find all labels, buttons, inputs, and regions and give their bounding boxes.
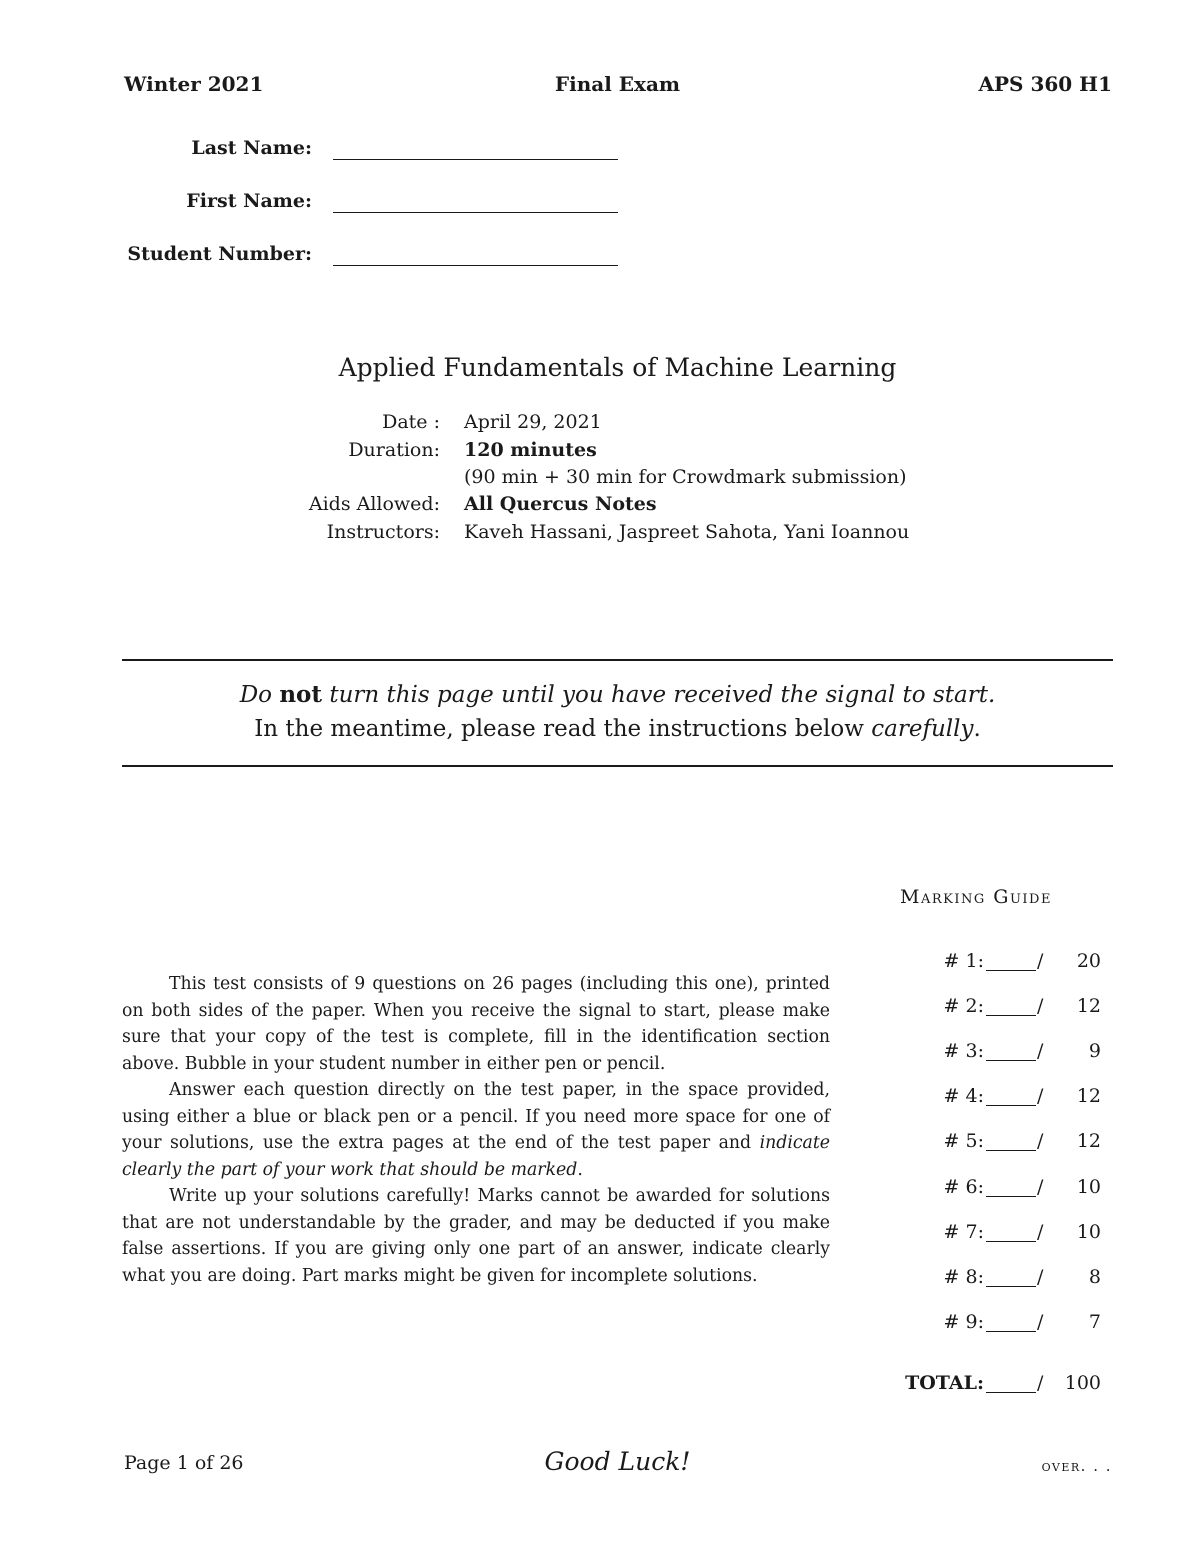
- score-slash: /: [1037, 995, 1044, 1018]
- banner-carefully: carefully: [871, 716, 974, 742]
- max-score: 10: [1076, 1175, 1101, 1198]
- max-score: 9: [1088, 1040, 1101, 1063]
- total-label: TOTAL:: [905, 1372, 984, 1394]
- footer-good-luck: Good Luck!: [544, 1447, 691, 1476]
- header-exam-type: Final Exam: [554, 72, 681, 96]
- score-slash: /: [1037, 1310, 1044, 1333]
- duration-value: 120 minutes: [464, 439, 597, 461]
- first-name-label: First Name:: [186, 190, 312, 212]
- max-score: 7: [1088, 1310, 1101, 1333]
- banner-line-2-c: .: [973, 716, 981, 742]
- date-value: April 29, 2021: [464, 411, 602, 433]
- header-course-code: APS 360 H1: [978, 72, 1112, 96]
- score-slash: /: [1037, 1175, 1044, 1198]
- total-slash: /: [1037, 1372, 1044, 1394]
- duration-note: (90 min + 30 min for Crowdmark submission): [464, 466, 907, 488]
- duration-label: Duration:: [348, 439, 440, 461]
- score-blank[interactable]: [986, 1150, 1036, 1151]
- question-label: # 6:: [943, 1175, 984, 1198]
- question-label: # 8:: [943, 1265, 984, 1288]
- marking-row-q3: [880, 1040, 1102, 1066]
- max-score: 20: [1076, 950, 1101, 972]
- marking-row-q9: [880, 1311, 1102, 1337]
- marking-row-q2: [880, 995, 1102, 1021]
- aids-label: Aids Allowed:: [308, 493, 440, 515]
- score-slash: /: [1037, 1130, 1044, 1153]
- instructions-paragraph-2: [122, 1077, 830, 1183]
- instructors-label: Instructors:: [326, 521, 440, 543]
- total-max: 100: [1064, 1372, 1101, 1394]
- max-score: 10: [1076, 1220, 1101, 1243]
- banner-line-2-a: In the meantime, please read the instructions below: [254, 716, 872, 742]
- footer-page-number: Page 1 of 26: [124, 1452, 244, 1474]
- score-blank[interactable]: [986, 970, 1036, 971]
- total-row: [880, 1372, 1102, 1398]
- question-label: # 5:: [943, 1130, 984, 1153]
- score-blank[interactable]: [986, 1105, 1036, 1106]
- max-score: 8: [1088, 1265, 1101, 1288]
- question-label: # 7:: [943, 1220, 984, 1243]
- score-blank[interactable]: [986, 1015, 1036, 1016]
- last-name-field[interactable]: [333, 159, 618, 160]
- question-label: # 3:: [943, 1040, 984, 1063]
- banner-top-rule: [122, 659, 1113, 661]
- score-blank[interactable]: [986, 1331, 1036, 1332]
- question-label: # 9:: [943, 1310, 984, 1333]
- marking-row-q1: [880, 950, 1102, 976]
- question-label: # 1:: [943, 950, 984, 972]
- date-label: Date :: [382, 411, 440, 433]
- banner-line-1-c: turn this page until you have received the signal to start.: [322, 682, 996, 708]
- marking-row-q4: [880, 1085, 1102, 1111]
- score-blank[interactable]: [986, 1241, 1036, 1242]
- max-score: 12: [1076, 1085, 1101, 1108]
- student-number-label: Student Number:: [127, 243, 312, 265]
- score-slash: /: [1037, 1265, 1044, 1288]
- instructors-value: Kaveh Hassani, Jaspreet Sahota, Yani Ioannou: [464, 521, 910, 543]
- instructions-paragraph-3: Write up your solutions carefully! Marks cannot be awarded for solutions that are not understandable by the grader, and may be deducted if you make false assertions. If you are giving only one part of an answer, indicate clearly what you are doing. Part marks might be given for incomplete solutions.: [122, 1186, 830, 1286]
- instructions-p2-text: Answer each question directly on the test paper, in the space provided, using either a blue or black pen or a pencil. If you need more space for one of your solutions, use the extra pages at the end of the test paper and: [122, 1080, 830, 1153]
- last-name-label: Last Name:: [191, 137, 312, 159]
- banner-bottom-rule: [122, 765, 1113, 767]
- marking-guide-title: Marking Guide: [900, 886, 1052, 908]
- question-label: # 2:: [943, 995, 984, 1018]
- footer-over: over. . .: [1041, 1457, 1112, 1475]
- score-slash: /: [1037, 1220, 1044, 1243]
- marking-row-q7: [880, 1221, 1102, 1247]
- student-number-field[interactable]: [333, 265, 618, 266]
- banner-line-2: [122, 716, 1113, 742]
- max-score: 12: [1076, 995, 1101, 1018]
- marking-row-q5: [880, 1130, 1102, 1156]
- score-slash: /: [1037, 1085, 1044, 1108]
- instructions-p2-end: .: [577, 1159, 583, 1180]
- header-term: Winter 2021: [124, 72, 264, 96]
- banner-line-1: [122, 681, 1113, 708]
- score-blank[interactable]: [986, 1196, 1036, 1197]
- question-label: # 4:: [943, 1085, 984, 1108]
- marking-row-q6: [880, 1176, 1102, 1202]
- total-blank[interactable]: [986, 1392, 1036, 1393]
- instructions-paragraph-1: This test consists of 9 questions on 26 pages (including this one), printed on both sides of the paper. When you receive the signal to start, please make sure that your copy of the test is complete, fill in the identification section above. Bubble in your student number in either pen or pencil.: [122, 974, 830, 1074]
- first-name-field[interactable]: [333, 212, 618, 213]
- score-slash: /: [1037, 950, 1044, 972]
- instructions-p2-emphasis: indicate clearly the part of your work that should be marked: [122, 1133, 830, 1180]
- max-score: 12: [1076, 1130, 1101, 1153]
- banner-not-emphasis: not: [279, 681, 323, 708]
- instructions: [122, 971, 830, 1289]
- banner-line-1-a: Do: [239, 682, 280, 708]
- score-blank[interactable]: [986, 1286, 1036, 1287]
- marking-row-q8: [880, 1266, 1102, 1292]
- score-blank[interactable]: [986, 1060, 1036, 1061]
- score-slash: /: [1037, 1040, 1044, 1063]
- course-title: Applied Fundamentals of Machine Learning: [338, 353, 897, 382]
- aids-value: All Quercus Notes: [464, 493, 657, 515]
